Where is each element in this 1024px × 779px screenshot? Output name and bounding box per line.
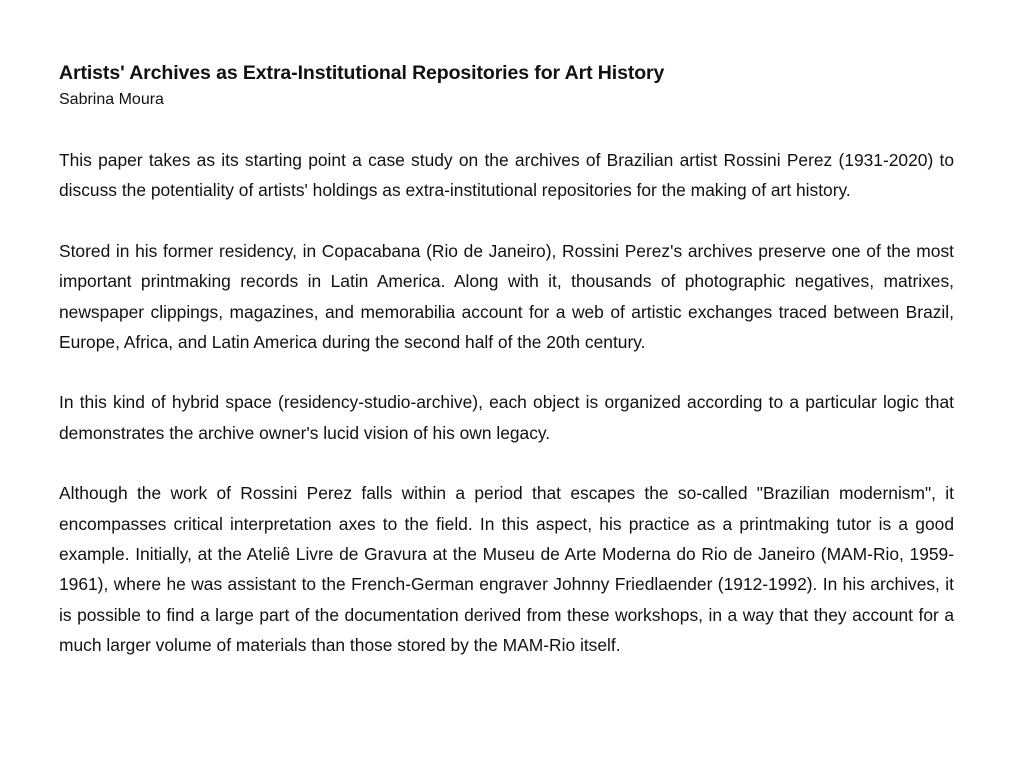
paragraph-1: This paper takes as its starting point a case study on the archives of Brazilian artist Rossini Perez (1931-2020) to discuss the potentiality of artists' holdings as extra-institutional repositories for the making of art history. [59, 150, 954, 201]
document-title: Artists' Archives as Extra-Institutional Repositories for Art History [59, 62, 665, 84]
paragraph-4: Although the work of Rossini Perez falls within a period that escapes the so-called "Brazilian modernism", it encompasses critical interpretation axes to the field. In this aspect, his practice as a printmaking tutor is a good example. Initially, at the Ateliê Livre de Gravura at the Museu de Arte Moderna do Rio de Janeiro (MAM-Rio, 1959-1961), where he was assistant to the French-German engraver Johnny Friedlaender (1912-1992). In his archives, it is possible to find a large part of the documentation derived from these workshops, in a way that they account for a much larger volume of materials than those stored by the MAM-Rio itself. [59, 483, 954, 656]
paragraph-2: Stored in his former residency, in Copacabana (Rio de Janeiro), Rossini Perez's archives preserve one of the most important printmaking records in Latin America. Along with it, thousands of photographic negatives, matrixes, newspaper clippings, magazines, and memorabilia account for a web of artistic exchanges traced between Brazil, Europe, Africa, and Latin America during the second half of the 20th century. [59, 240, 954, 353]
paragraph-3: In this kind of hybrid space (residency-studio-archive), each object is organized according to a particular logic that demonstrates the archive owner's lucid vision of his own legacy. [59, 392, 954, 443]
abstract-body [59, 145, 954, 661]
document-page [59, 60, 954, 661]
author-name: Sabrina Moura [59, 91, 164, 108]
